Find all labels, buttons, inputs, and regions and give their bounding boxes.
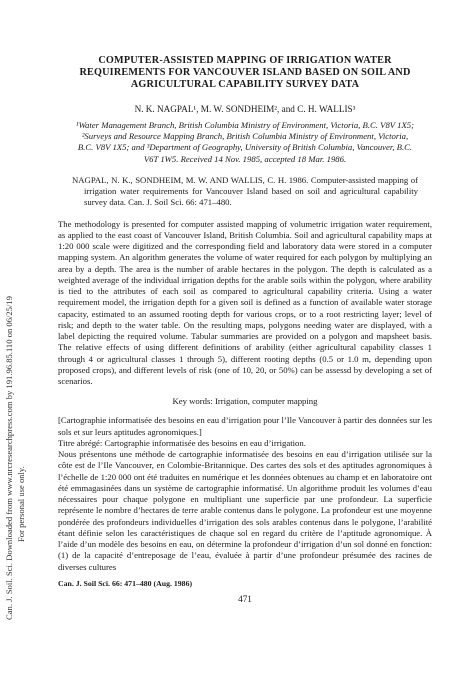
paper-authors: N. K. NAGPAL¹, M. W. SONDHEIM², and C. H. WALLIS³ (134, 103, 356, 114)
citation-text: NAGPAL, N. K., SONDHEIM, M. W. AND WALLIS, C. H. 1986. Computer-assisted mapping of irrigation water requirements for Vancouver Island based on soil and agricultural capability survey data. Can. J. Soil Sci. 66: 471–480. (72, 174, 418, 208)
download-watermark (2, 150, 36, 620)
page-number: 471 (238, 593, 252, 604)
french-abstract: Nous présentons une méthode de cartographie informatisée des besoins en eau d’irrigation utilisée sur la côte est de l’Ile Vancouver, en Colombie-Britannique. Des cartes des sols et des aptitudes agronomiques à l’échelle de 1:20 000 ont été traduites en numérique et les données obtenues au champ et en laboratoire ont été emmagasinées dans un système de cartographie informatisé. Un algorithme produit les volumes d’eau nécessaires pour chaque polygone en multipliant une superficie par une profondeur. La superficie représente le nombre d’hectares de terre arable contenus dans le polygone. La profondeur est une moyenne pondérée des profondeurs individuelles d’irrigation des sols arables contenus dans le polygone, l’arabilité étant définie selon les caractéristiques de chaque sol en regard du critère de l’aptitude agronomique. À l’aide d’un modèle des besoins en eau, on détermine la profondeur d’irrigation d’un sol donné en fonction: (1) de la capacité d’entreposage de l’eau, évaluée à partir d’une profondeur présumée des racines de diverses cultures (58, 449, 432, 572)
abstract-english: The methodology is presented for computer assisted mapping of volumetric irrigation water requirement, as applied to the east coast of Vancouver Island, British Columbia. Soil and agricultural capability maps at 1:20 000 scale were digitized and the corresponding field and laboratory data were stored in a computer mapping system. An algorithm generates the volume of water required for each polygon by multiplying an area by a depth. The area is the number of arable hectares in the polygon. The depth is calculated as a weighted average of the individual irrigation depths for the arable soils within the polygon, where arability is tied to the attributes of each soil as compared to agricultural capability criteria. Using a water requirement model, the irrigation depth for a given soil is defined as a function of available water storage capacity, estimated to an assumed rooting depth for various crops, or to a root restricting layer; level of risk; and depth to the water table. On the resulting maps, polygons needing water are displayed, with a label depicting the required volume. Tabular summaries are provided on a polygon and mapsheet basis. The relative effects of using different definitions of arability (either agricultural capability classes 1 through 4 or agricultural classes 1 through 5), different rooting depths (0.5 or 1.0 m, depending upon proposed crops), and different levels of risk (one of 10, 20, or 50%) can be assessd by developing a set of scenarios. (58, 218, 432, 387)
paper-title: COMPUTER-ASSISTED MAPPING OF IRRIGATION WATER REQUIREMENTS FOR VANCOUVER ISLAND BASED ON SOIL AND AGRICULTURAL CAPABILITY SURVEY DATA (79, 55, 411, 91)
french-short-title: Titre abrégé: Cartographie informatisée des besoins en eau d’irrigation. (58, 437, 306, 448)
paper-page (58, 55, 432, 604)
french-title: [Cartographie informatisée des besoins en eau d’irrigation pour l’Ile Vancouver à partir des données sur les sols et sur leurs aptitudes agronomiques.] (58, 415, 432, 437)
abstract-french (58, 415, 432, 573)
watermark-use-line: For personal use only. (16, 466, 26, 542)
journal-footer: Can. J. Soil Sci. 66: 471–480 (Aug. 1986) (58, 578, 193, 588)
citation-block (72, 175, 418, 209)
author-affiliations: ¹Water Management Branch, British Columbia Ministry of Environment, Victoria, B.C. V8V 1X5; ²Surveys and Resource Mapping Branch, British Columbia Ministry of Environment, Victoria, B.C. V8V 1X5; and ³Department of Geography, University of British Columbia, Vancouver, B.C. V6T 1W5. Received 14 Nov. 1985, accepted 18 Mar. 1986. (76, 119, 415, 164)
watermark-source-line: Can. J. Soil. Sci. Downloaded from www.nrcresearchpress.com by 191.96.85.110 on 06/25/19 (4, 296, 14, 620)
keywords: Key words: Irrigation, computer mapping (172, 396, 318, 407)
